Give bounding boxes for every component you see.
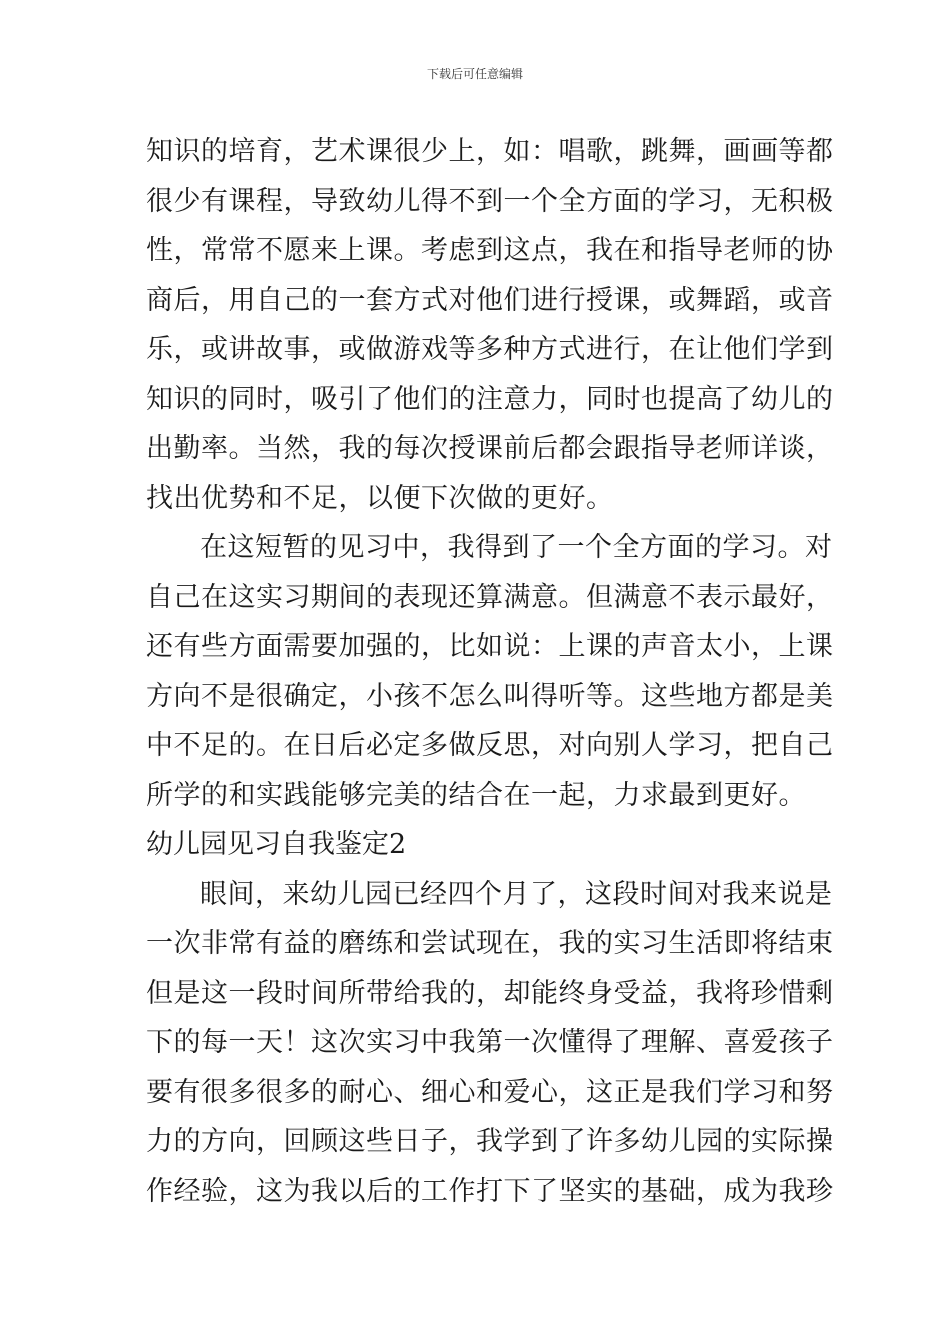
- paragraph-3-line-4: 下的每一天！这次实习中我第一次懂得了理解、喜爱孩子: [146, 1027, 834, 1058]
- paragraph-1-line-4: 商后，用自己的一套方式对他们进行授课，或舞蹈，或音: [146, 284, 834, 316]
- paragraph-1-line-3: 性，常常不愿来上课。考虑到这点，我在和指导老师的协: [146, 235, 834, 266]
- paragraph-1-line-2: 很少有课程，导致幼儿得不到一个全方面的学习，无积极: [146, 185, 834, 217]
- paragraph-1-line-5: 乐，或讲故事，或做游戏等多种方式进行，在让他们学到: [146, 334, 834, 365]
- paragraph-3-line-6: 力的方向，回顾这些日子，我学到了许多幼儿园的实际操: [146, 1126, 834, 1157]
- paragraph-3-line-1: 眼间，来幼儿园已经四个月了，这段时间对我来说是: [200, 878, 833, 910]
- page-header-note: 下载后可任意编辑: [426, 67, 523, 81]
- paragraph-2-line-4: 方向不是很确定，小孩不怎么叫得听等。这些地方都是美: [146, 680, 834, 712]
- paragraph-3-line-7: 作经验，这为我以后的工作打下了坚实的基础，成为我珍: [146, 1175, 834, 1207]
- paragraph-3-line-5: 要有很多很多的耐心、细心和爱心，这正是我们学习和努: [146, 1076, 834, 1108]
- paragraph-2-line-3: 还有些方面需要加强的，比如说：上课的声音太小，上课: [146, 631, 834, 662]
- paragraph-1-line-7: 出勤率。当然，我的每次授课前后都会跟指导老师详谈，: [146, 433, 834, 464]
- paragraph-2-line-6: 所学的和实践能够完美的结合在一起，力求最到更好。: [146, 779, 806, 811]
- paragraph-2-line-1: 在这短暂的见习中，我得到了一个全方面的学习。对: [200, 532, 833, 563]
- paragraph-3-line-2: 一次非常有益的磨练和尝试现在，我的实习生活即将结束: [146, 928, 834, 959]
- paragraph-1-line-1: 知识的培育，艺术课很少上，如：唱歌，跳舞，画画等都: [146, 136, 834, 167]
- paragraph-1-line-8: 找出优势和不足，以便下次做的更好。: [146, 482, 614, 514]
- document-body: [146, 127, 834, 1216]
- paragraph-2-line-5: 中不足的。在日后必定多做反思，对向别人学习，把自己: [146, 730, 834, 761]
- paragraph-1-line-6: 知识的同时，吸引了他们的注意力，同时也提高了幼儿的: [146, 383, 834, 415]
- paragraph-2-line-2: 自己在这实习期间的表现还算满意。但满意不表示最好，: [146, 581, 834, 613]
- paragraph-3-line-3: 但是这一段时间所带给我的，却能终身受益，我将珍惜剩: [146, 977, 834, 1009]
- section-heading: 幼儿园见习自我鉴定2: [146, 829, 407, 860]
